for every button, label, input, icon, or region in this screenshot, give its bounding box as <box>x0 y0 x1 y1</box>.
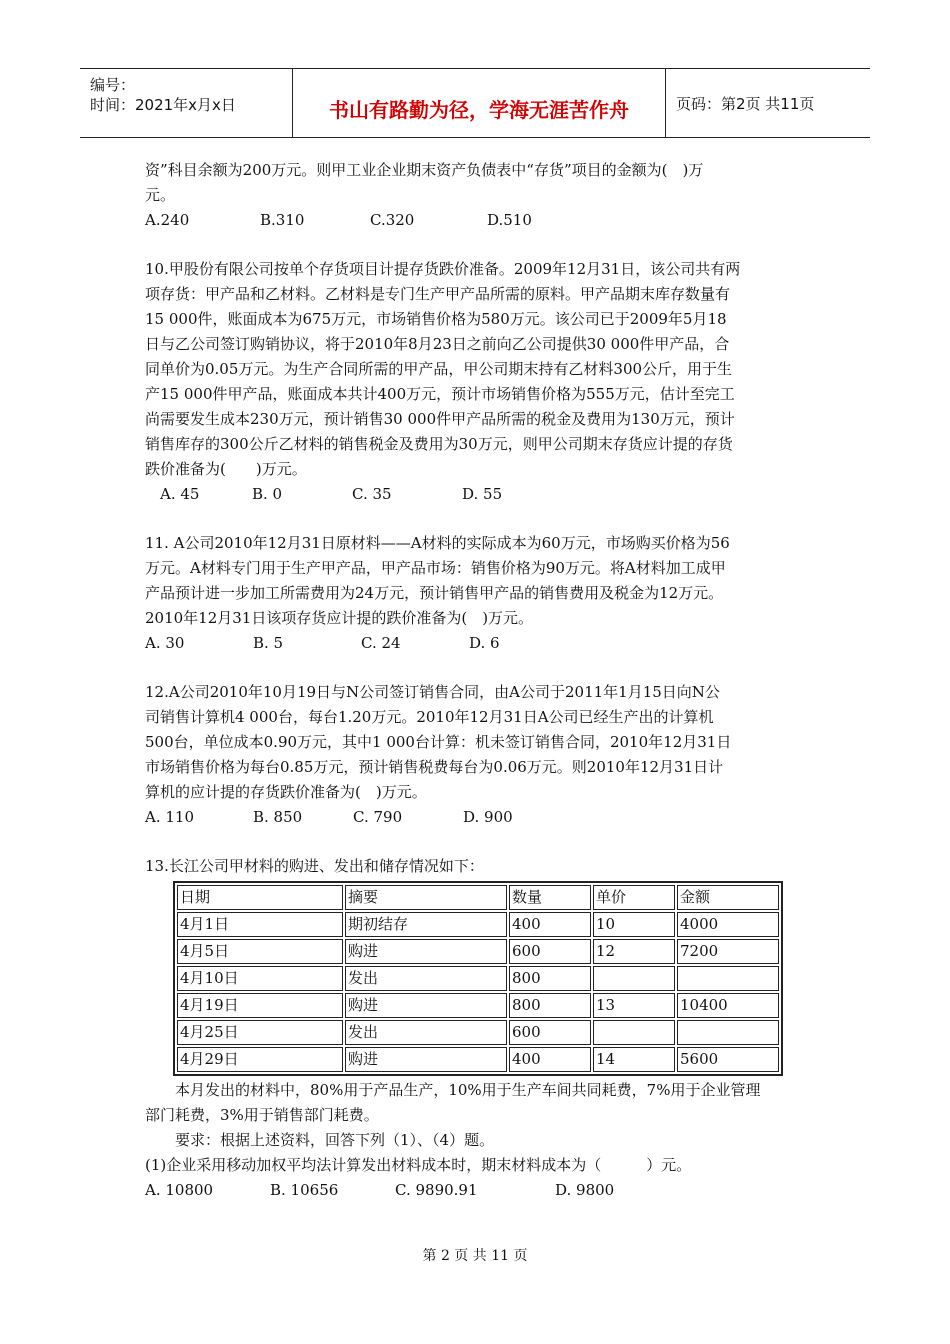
table-header: 日期 <box>177 885 343 910</box>
table-cell: 400 <box>509 912 591 937</box>
table-cell: 10400 <box>677 993 779 1018</box>
q10-line: 日与乙公司签订购销协议，将于2010年8月23日之前向乙公司提供30 000件甲产品，合 <box>145 335 730 353</box>
table-cell: 400 <box>509 1047 591 1072</box>
option-d: D. 55 <box>462 485 503 503</box>
table-cell: 4000 <box>677 912 779 937</box>
table-cell: 购进 <box>345 939 507 964</box>
table-row <box>177 939 779 964</box>
table-cell: 期初结存 <box>345 912 507 937</box>
q11-line: 万元。A材料专门用于生产甲产品，甲产品市场：销售价格为90万元。将A材料加工成甲 <box>145 559 726 577</box>
material-table <box>173 881 783 1076</box>
question-10 <box>145 257 810 507</box>
q12-line: 司销售计算机4 000台，每台1.20万元。2010年12月31日A公司已经生产出的计算机 <box>145 708 714 726</box>
q10-line: 15 000件，账面成本为675万元，市场销售价格为580万元。该公司已于2009年5月18 <box>145 310 727 328</box>
table-cell: 4月19日 <box>177 993 343 1018</box>
option-b: B. 850 <box>253 808 303 826</box>
table-cell: 4月29日 <box>177 1047 343 1072</box>
option-c: C. 24 <box>361 634 401 652</box>
table-header: 数量 <box>509 885 591 910</box>
option-b: B.310 <box>260 211 305 229</box>
q10-line: 尚需要发生成本230万元，预计销售30 000件甲产品所需的税金及费用为130万元，预计 <box>145 410 735 428</box>
table-cell <box>593 966 675 991</box>
option-a: A. 45 <box>160 485 200 503</box>
q11-line: 产品预计进一步加工所需费用为24万元，预计销售甲产品的销售费用及税金为12万元。 <box>145 584 724 602</box>
document-body <box>145 158 810 1203</box>
page-label: 页码：第2页 共11页 <box>676 94 815 113</box>
table-cell: 12 <box>593 939 675 964</box>
option-a: A. 30 <box>145 634 185 652</box>
question-11 <box>145 531 810 656</box>
q13-requirement: 要求：根据上述资料，回答下列（1）、（4）题。 <box>175 1131 495 1149</box>
table-header-row <box>177 885 779 910</box>
q12-line: 500台，单位成本0.90万元，其中1 000台计算：机未签订销售合同，2010年12月31日 <box>145 733 732 751</box>
q13-sub1: (1)企业采用移动加权平均法计算发出材料成本时，期末材料成本为（ ）元。 <box>145 1156 692 1174</box>
option-c: C.320 <box>370 211 415 229</box>
table-cell: 购进 <box>345 993 507 1018</box>
q12-line: 市场销售价格为每台0.85万元，预计销售税费每台为0.06万元。则2010年12月31日计 <box>145 758 724 776</box>
serial-label: 编号： <box>90 76 136 94</box>
option-c: C. 35 <box>352 485 392 503</box>
table-header: 单价 <box>593 885 675 910</box>
table-cell: 600 <box>509 1020 591 1045</box>
q11-line: 11. A公司2010年12月31日原材料——A材料的实际成本为60万元，市场购买价格为56 <box>145 534 730 552</box>
q10-options <box>145 482 810 507</box>
table-row <box>177 966 779 991</box>
q13-options <box>145 1178 810 1203</box>
option-d: D. 900 <box>463 808 513 826</box>
table-header: 摘要 <box>345 885 507 910</box>
question-13 <box>145 854 810 1203</box>
table-cell: 800 <box>509 993 591 1018</box>
q10-line: 10.甲股份有限公司按单个存货项目计提存货跌价准备。2009年12月31日，该公司共有两 <box>145 260 741 278</box>
header-meta <box>80 69 293 138</box>
q9-text-line: 元。 <box>145 186 176 204</box>
q9-text-line: 资”科目余额为200万元。则甲工业企业期末资产负债表中“存货”项目的金额为( )万 <box>145 161 704 179</box>
option-a: A.240 <box>145 211 190 229</box>
table-cell <box>593 1020 675 1045</box>
q10-line: 项存货：甲产品和乙材料。乙材料是专门生产甲产品所需的原料。甲产品期末库存数量有 <box>145 285 731 303</box>
table-cell: 800 <box>509 966 591 991</box>
table-cell: 4月25日 <box>177 1020 343 1045</box>
q12-line: 算机的应计提的存货跌价准备为( )万元。 <box>145 783 427 801</box>
question-12 <box>145 680 810 830</box>
q13-usage: 部门耗费，3%用于销售部门耗费。 <box>145 1106 379 1124</box>
q11-options <box>145 631 810 656</box>
table-cell: 7200 <box>677 939 779 964</box>
option-d: D. 6 <box>469 634 500 652</box>
table-cell: 14 <box>593 1047 675 1072</box>
table-cell: 发出 <box>345 966 507 991</box>
q11-line: 2010年12月31日该项存货应计提的跌价准备为( )万元。 <box>145 609 534 627</box>
q10-line: 同单价为0.05万元。为生产合同所需的甲产品，甲公司期末持有乙材料300公斤，用于生 <box>145 360 733 378</box>
table-cell: 10 <box>593 912 675 937</box>
table-cell: 4月5日 <box>177 939 343 964</box>
motto: 书山有路勤为径，学海无涯苦作舟 <box>293 69 666 138</box>
table-cell: 发出 <box>345 1020 507 1045</box>
option-c: C. 790 <box>353 808 403 826</box>
option-a: A. 10800 <box>145 1181 214 1199</box>
page-footer: 第 2 页 共 11 页 <box>422 1248 528 1264</box>
table-cell: 13 <box>593 993 675 1018</box>
table-cell: 600 <box>509 939 591 964</box>
table-row <box>177 1020 779 1045</box>
option-d: D.510 <box>487 211 532 229</box>
page-header <box>80 68 870 138</box>
q13-intro: 13.长江公司甲材料的购进、发出和储存情况如下： <box>145 857 484 875</box>
q10-line: 产15 000件甲产品，账面成本共计400万元，预计市场销售价格为555万元，估计至完工 <box>145 385 735 403</box>
table-row <box>177 912 779 937</box>
option-d: D. 9800 <box>555 1181 615 1199</box>
q12-options <box>145 805 810 830</box>
table-row <box>177 1047 779 1072</box>
q9-options <box>145 208 810 233</box>
option-b: B. 0 <box>252 485 283 503</box>
option-c: C. 9890.91 <box>395 1181 478 1199</box>
table-row <box>177 993 779 1018</box>
table-cell: 4月1日 <box>177 912 343 937</box>
option-b: B. 10656 <box>270 1181 339 1199</box>
q12-line: 12.A公司2010年10月19日与N公司签订销售合同，由A公司于2011年1月15日向N公 <box>145 683 720 701</box>
time-label: 时间：2021年x月x日 <box>90 96 236 114</box>
table-cell: 4月10日 <box>177 966 343 991</box>
q10-line: 跌价准备为( )万元。 <box>145 460 307 478</box>
option-a: A. 110 <box>145 808 194 826</box>
table-cell <box>677 1020 779 1045</box>
option-b: B. 5 <box>253 634 284 652</box>
q13-usage: 本月发出的材料中，80%用于产品生产，10%用于生产车间共同耗费，7%用于企业管理 <box>175 1081 761 1099</box>
table-header: 金额 <box>677 885 779 910</box>
table-cell <box>677 966 779 991</box>
table-cell: 购进 <box>345 1047 507 1072</box>
table-cell: 5600 <box>677 1047 779 1072</box>
q10-line: 销售库存的300公斤乙材料的销售税金及费用为30万元，则甲公司期末存货应计提的存货 <box>145 435 733 453</box>
